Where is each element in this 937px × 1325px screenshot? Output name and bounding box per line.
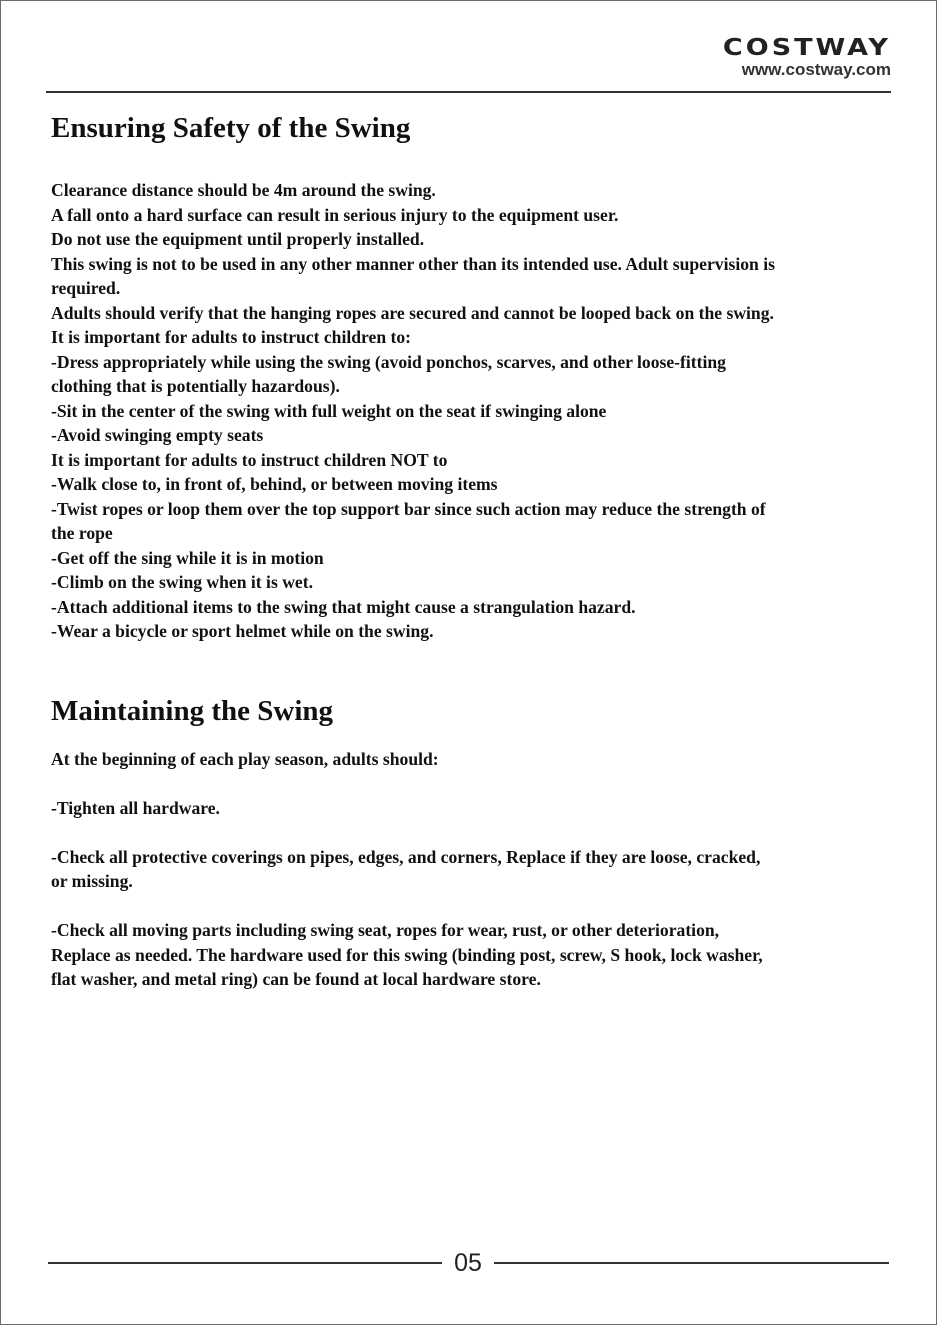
- footer-rule-left: [48, 1262, 442, 1264]
- text-line: Replace as needed. The hardware used for this swing (binding post, screw, S hook, lock washer,: [51, 944, 763, 965]
- text-line: -Twist ropes or loop them over the top support bar since such action may reduce the strength of: [51, 498, 766, 519]
- brand-header: [722, 34, 891, 79]
- header-rule: [46, 91, 891, 93]
- brand-logo: COSTWAY: [722, 34, 891, 61]
- text-line: -Walk close to, in front of, behind, or between moving items: [51, 474, 498, 494]
- text-line: -Attach additional items to the swing that might cause a strangulation hazard.: [51, 596, 636, 617]
- text-line: A fall onto a hard surface can result in serious injury to the equipment user.: [51, 204, 619, 225]
- safety-title: Ensuring Safety of the Swing: [51, 112, 411, 144]
- text-line: -Wear a bicycle or sport helmet while on the swing.: [51, 621, 434, 641]
- text-line: the rope: [51, 523, 113, 543]
- text-line: Do not use the equipment until properly installed.: [51, 229, 425, 249]
- text-line: -Check all protective coverings on pipes, edges, and corners, Replace if they are loose, cracked,: [51, 846, 761, 867]
- footer-rule-right: [494, 1262, 889, 1264]
- text-line: Clearance distance should be 4m around the swing.: [51, 180, 436, 200]
- text-line: Adults should verify that the hanging ropes are secured and cannot be looped back on the swing.: [51, 302, 774, 323]
- text-line: -Avoid swinging empty seats: [51, 425, 264, 445]
- text-line: -Check all moving parts including swing seat, ropes for wear, rust, or other deterioration,: [51, 920, 720, 940]
- text-line: required.: [51, 278, 121, 298]
- text-line: -Dress appropriately while using the swing (avoid ponchos, scarves, and other loose-fitting: [51, 351, 726, 372]
- text-line: It is important for adults to instruct children NOT to: [51, 449, 448, 470]
- text-line: This swing is not to be used in any other manner other than its intended use. Adult supervision is: [51, 253, 775, 274]
- text-line: flat washer, and metal ring) can be found at local hardware store.: [51, 969, 541, 989]
- text-line: -Get off the sing while it is in motion: [51, 547, 324, 568]
- text-line: -Tighten all hardware.: [51, 797, 220, 818]
- text-line: It is important for adults to instruct children to:: [51, 327, 412, 347]
- text-line: -Climb on the swing when it is wet.: [51, 572, 313, 592]
- page-footer: [48, 1248, 889, 1278]
- text-line: clothing that is potentially hazardous).: [51, 376, 340, 396]
- text-line: or missing.: [51, 871, 133, 891]
- safety-section: [51, 108, 891, 644]
- brand-url: www.costway.com: [741, 60, 891, 79]
- maintenance-lines: [51, 747, 891, 992]
- maintenance-section: [51, 691, 891, 992]
- page-number: 05: [454, 1249, 482, 1277]
- page-content: [51, 108, 891, 992]
- text-line: At the beginning of each play season, adults should:: [51, 748, 439, 769]
- text-line: -Sit in the center of the swing with full weight on the seat if swinging alone: [51, 400, 607, 421]
- maintenance-title: Maintaining the Swing: [51, 694, 333, 727]
- safety-lines: [51, 178, 891, 644]
